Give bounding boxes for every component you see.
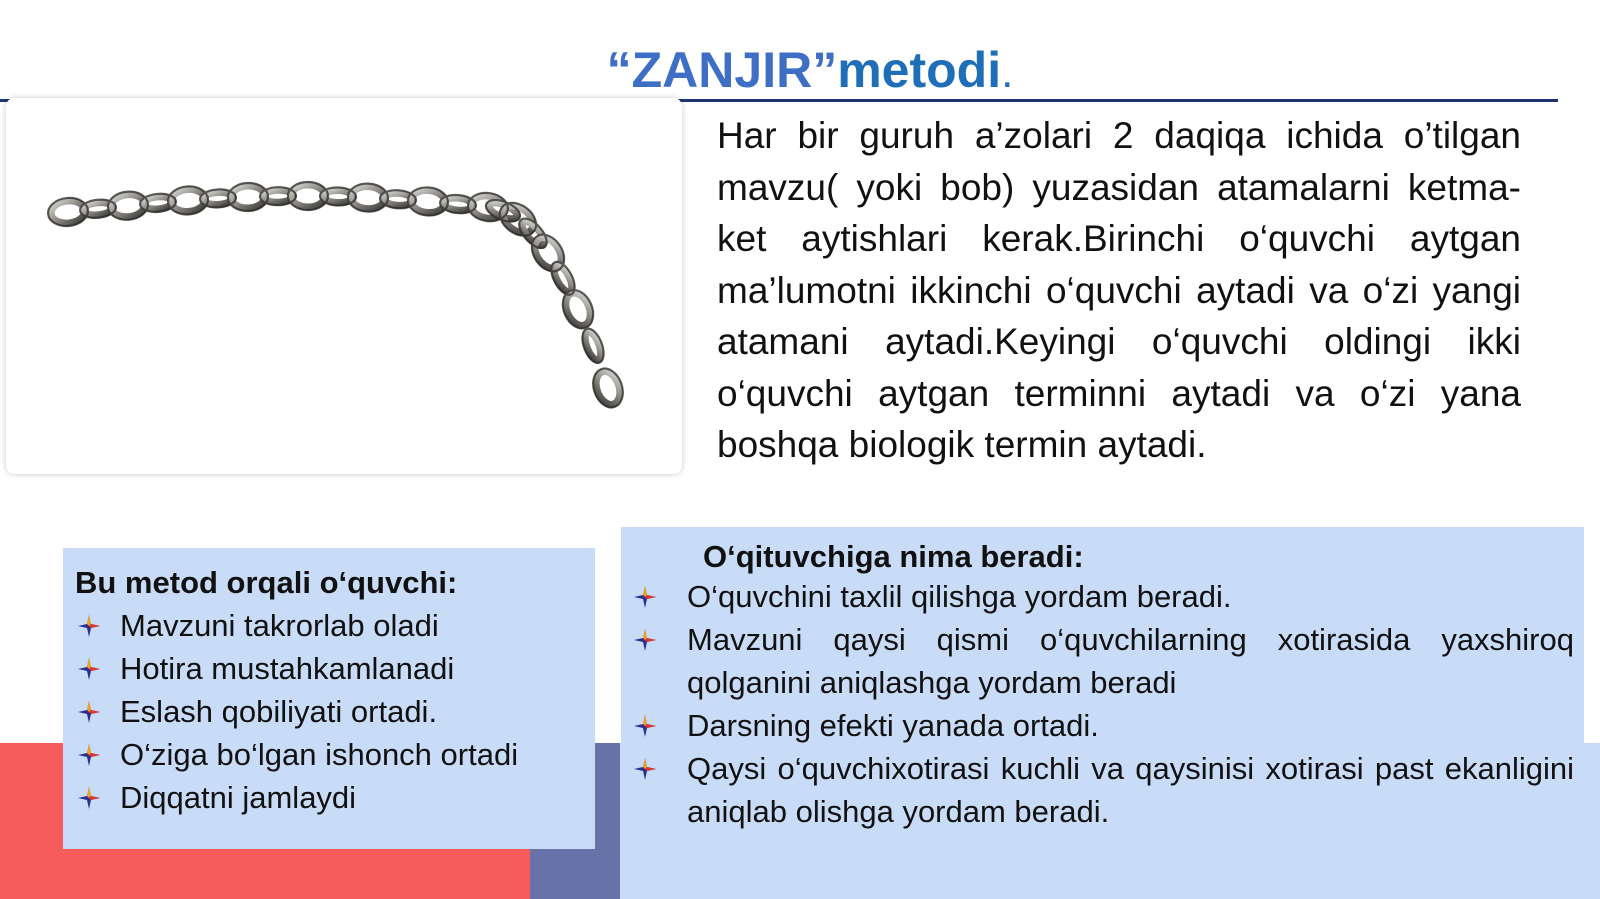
slide-title — [0, 40, 1600, 103]
list-item — [75, 604, 583, 647]
list-item-text: Hotira mustahkamlanadi — [120, 651, 455, 686]
four-point-star-bullet-icon — [77, 614, 101, 638]
list-item-text: Mavzuni takrorlab oladi — [120, 608, 439, 643]
student-benefits-heading: Bu metod orqali o‘quvchi: — [75, 565, 458, 600]
list-item — [75, 733, 583, 776]
four-point-star-bullet-icon — [633, 714, 657, 738]
chain-image-card — [6, 98, 682, 474]
title-quoted: “ZANJIR” — [606, 42, 838, 98]
four-point-star-bullet-icon — [77, 786, 101, 810]
list-item — [631, 747, 1574, 833]
list-item-text: Diqqatni jamlaydi — [120, 780, 357, 815]
list-item-text: Darsning efekti yanada ortadi. — [687, 708, 1099, 743]
list-item-text: Qaysi o‘quvchixotirasi kuchli va qaysinisi xotirasi past ekanligini aniqlab olishga yordam beradi. — [687, 751, 1574, 829]
list-item — [631, 618, 1574, 704]
chain-link — [592, 368, 624, 407]
method-description: Har bir guruh a’zolari 2 daqiqa ichida o’tilgan mavzu( yoki bob) yuzasidan atamalarni ketma-ket aytishlari kerak.Birinchi o‘quvchi aytgan ma’lumotni ikkinchi o‘quvchi aytadi va o‘zi yangi atamani aytadi.Keyingi o‘quvchi oldingi ikki o‘quvchi aytgan terminni aytadi va o‘zi yana boshqa biologik termin aytadi. — [717, 115, 1521, 465]
list-item — [631, 704, 1574, 747]
chain-link — [547, 258, 580, 298]
chain-link — [578, 326, 608, 366]
teacher-benefits-box — [621, 527, 1584, 875]
four-point-star-bullet-icon — [633, 585, 657, 609]
list-item-text: O‘quvchini taxlil qilishga yordam beradi. — [687, 579, 1232, 614]
list-item — [75, 690, 583, 733]
title-dot: . — [1001, 48, 1014, 97]
four-point-star-bullet-icon — [77, 700, 101, 724]
chain-link — [582, 330, 604, 362]
list-item — [75, 776, 583, 819]
teacher-benefits-list — [631, 575, 1574, 833]
four-point-star-bullet-icon — [633, 757, 657, 781]
four-point-star-bullet-icon — [633, 628, 657, 652]
list-item — [75, 647, 583, 690]
student-benefits-list — [75, 604, 583, 819]
list-item-text: O‘ziga bo‘lgan ishonch ortadi — [120, 737, 519, 772]
chain-image — [6, 98, 682, 474]
four-point-star-bullet-icon — [77, 657, 101, 681]
teacher-benefits-heading: O‘qituvchiga nima beradi: — [703, 539, 1084, 574]
list-item-text: Mavzuni qaysi qismi o‘quvchilarning xotirasida yaxshiroq qolganini aniqlashga yordam beradi — [687, 622, 1574, 700]
list-item-text: Eslash qobiliyati ortadi. — [120, 694, 438, 729]
four-point-star-bullet-icon — [77, 743, 101, 767]
list-item — [631, 575, 1574, 618]
title-main: metodi — [837, 42, 1002, 98]
student-benefits-box — [63, 548, 595, 849]
